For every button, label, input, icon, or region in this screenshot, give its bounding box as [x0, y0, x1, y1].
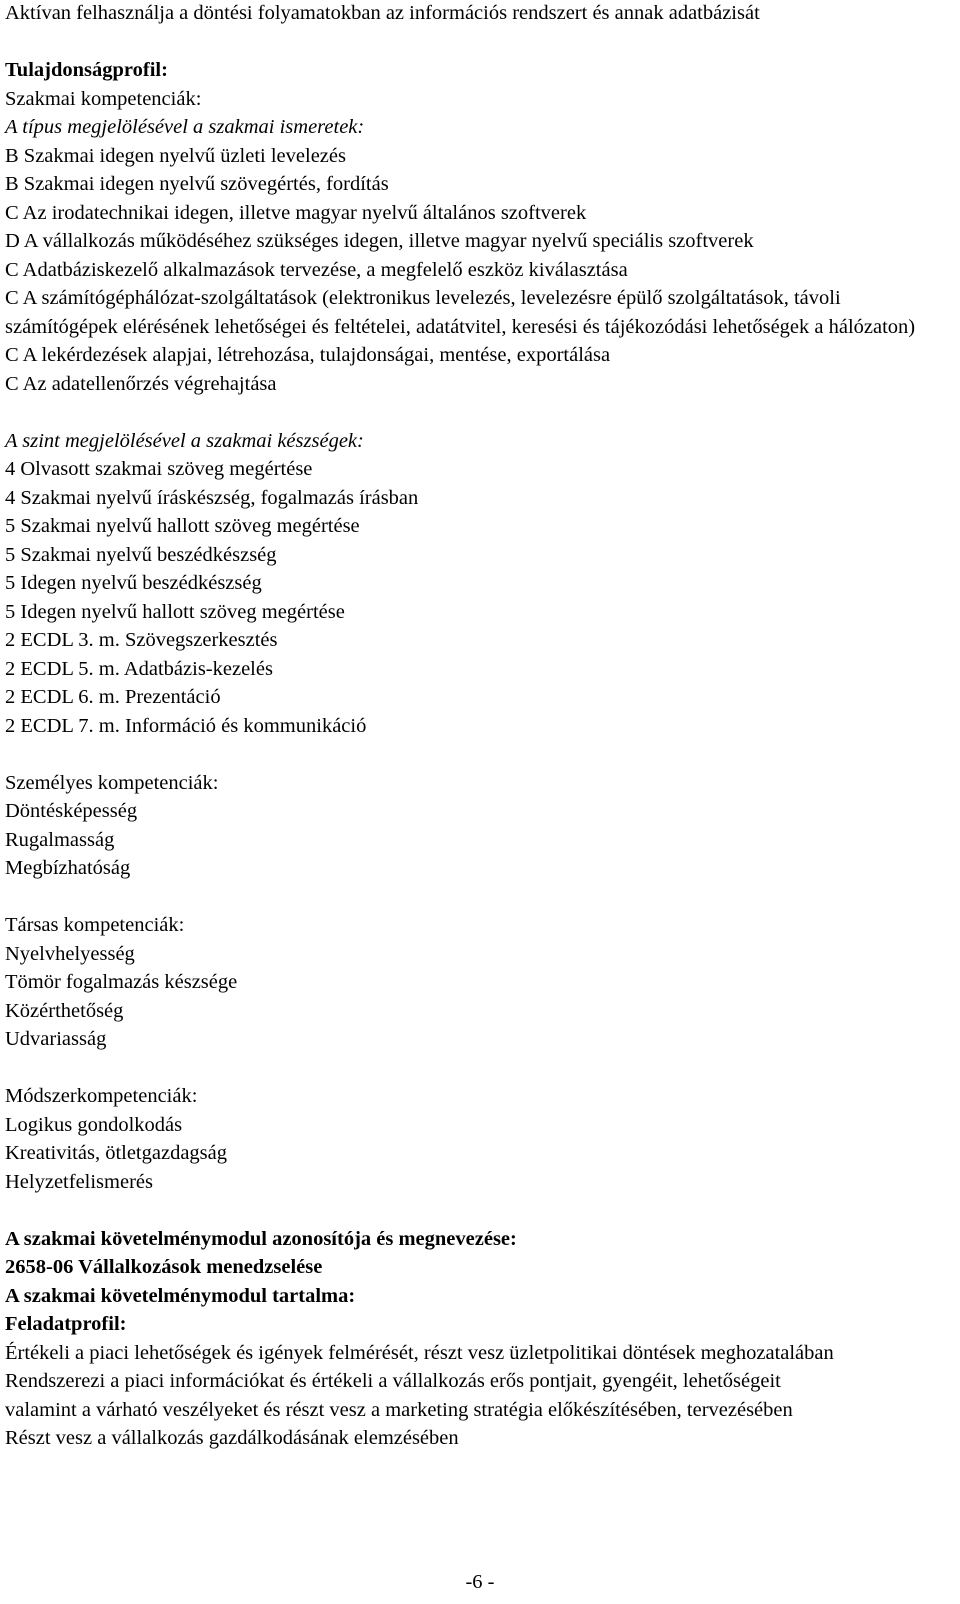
document-page	[5, 0, 955, 1453]
knowledge-item: C Az irodatechnikai idegen, illetve magyar nyelvű általános szoftverek	[5, 201, 587, 224]
spacer	[5, 1054, 955, 1083]
skills-heading: A szint megjelölésével a szakmai készségek:	[5, 429, 364, 452]
knowledge-item: B Szakmai idegen nyelvű üzleti levelezés	[5, 144, 346, 167]
task-item: Részt vesz a vállalkozás gazdálkodásának elemzésében	[5, 1427, 459, 1449]
spacer	[5, 28, 955, 57]
social-item: Nyelvhelyesség	[5, 942, 135, 965]
knowledge-item: D A vállalkozás működéséhez szükséges idegen, illetve magyar nyelvű speciális szoftverek	[5, 230, 754, 252]
skill-item: 5 Idegen nyelvű beszédkészség	[5, 572, 262, 594]
task-profile-heading: Feladatprofil:	[5, 1313, 127, 1335]
skill-item: 2 ECDL 6. m. Prezentáció	[5, 686, 221, 708]
skill-item: 5 Szakmai nyelvű hallott szöveg megértése	[5, 515, 360, 537]
spacer	[5, 883, 955, 912]
knowledge-item: C Adatbáziskezelő alkalmazások tervezése, a megfelelő eszköz kiválasztása	[5, 258, 628, 281]
knowledge-item: C A lekérdezések alapjai, létrehozása, tulajdonságai, mentése, exportálása	[5, 344, 611, 366]
method-item: Helyzetfelismerés	[5, 1170, 153, 1193]
task-item: Értékeli a piaci lehetőségek és igények felmérését, részt vesz üzletpolitikai döntések meghozatalában	[5, 1341, 834, 1364]
personal-competencies-heading: Személyes kompetenciák:	[5, 771, 219, 794]
social-item: Tömör fogalmazás készsége	[5, 971, 238, 993]
spacer	[5, 398, 955, 427]
skill-item: 4 Olvasott szakmai szöveg megértése	[5, 458, 313, 480]
knowledge-item: B Szakmai idegen nyelvű szövegértés, fordítás	[5, 173, 389, 195]
social-item: Udvariasság	[5, 1028, 107, 1050]
skill-item: 5 Idegen nyelvű hallott szöveg megértése	[5, 600, 345, 623]
knowledge-heading: A típus megjelölésével a szakmai ismeretek:	[5, 116, 365, 138]
profile-heading: Tulajdonságprofil:	[5, 59, 168, 81]
personal-item: Rugalmasság	[5, 828, 115, 851]
module-id-value: 2658-06 Vállalkozások menedzselése	[5, 1256, 323, 1278]
professional-competencies-heading: Szakmai kompetenciák:	[5, 87, 202, 110]
skill-item: 2 ECDL 3. m. Szövegszerkesztés	[5, 629, 278, 651]
skill-item: 2 ECDL 5. m. Adatbázis-kezelés	[5, 657, 273, 680]
personal-item: Megbízhatóság	[5, 857, 131, 879]
spacer	[5, 1196, 955, 1225]
module-id-heading: A szakmai követelménymodul azonosítója és megnevezése:	[5, 1227, 517, 1250]
intro-sentence: Aktívan felhasználja a döntési folyamatokban az információs rendszert és annak adatbázisát	[5, 2, 760, 24]
method-item: Kreativitás, ötletgazdagság	[5, 1142, 227, 1164]
spacer	[5, 740, 955, 769]
knowledge-item: C A számítógéphálózat-szolgáltatások (elektronikus levelezés, levelezésre épülő szolgáltatások, távoli számítógépek elérésének lehetőségei és feltételei, adatátvitel, keresési és tájékozódási lehetőségek a hálózaton)	[5, 287, 916, 338]
skill-item: 2 ECDL 7. m. Információ és kommunikáció	[5, 714, 367, 737]
module-content-heading: A szakmai követelménymodul tartalma:	[5, 1284, 356, 1307]
personal-item: Döntésképesség	[5, 800, 138, 822]
social-item: Közérthetőség	[5, 999, 124, 1022]
social-competencies-heading: Társas kompetenciák:	[5, 914, 185, 936]
skill-item: 5 Szakmai nyelvű beszédkészség	[5, 543, 277, 566]
knowledge-item: C Az adatellenőrzés végrehajtása	[5, 372, 277, 395]
task-item: Rendszerezi a piaci információkat és értékeli a vállalkozás erős pontjait, gyengéit, lehetőségeit valamint a várható veszélyeket és részt vesz a marketing stratégia előkészítésében, tervezésében	[5, 1370, 793, 1421]
skill-item: 4 Szakmai nyelvű íráskészség, fogalmazás írásban	[5, 486, 419, 509]
page-number: -6 -	[465, 1571, 495, 1593]
method-competencies-heading: Módszerkompetenciák:	[5, 1085, 198, 1107]
method-item: Logikus gondolkodás	[5, 1113, 183, 1136]
